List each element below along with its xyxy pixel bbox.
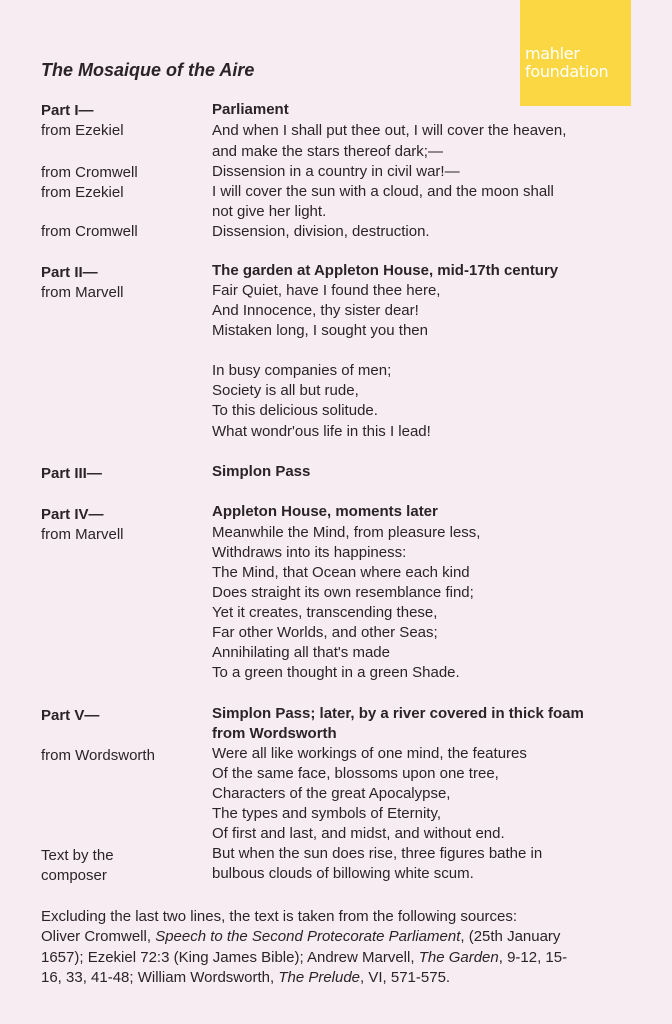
part-3-label: Part III— [41, 465, 102, 482]
part-2-source: from Marvell [41, 284, 124, 301]
part-5-line: bulbous clouds of billowing white scum. [212, 865, 474, 882]
part-5-line: Of first and last, and midst, and without end. [212, 825, 505, 842]
sources-note [41, 907, 666, 988]
part-1-line: I will cover the sun with a cloud, and the moon shall [212, 183, 554, 200]
part-5-composer-line-2: composer [41, 867, 107, 884]
part-4-line: Annihilating all that's made [212, 644, 390, 661]
part-4-line: To a green thought in a green Shade. [212, 664, 460, 681]
sources-line [41, 968, 666, 988]
part-2-heading: The garden at Appleton House, mid-17th century [212, 262, 559, 279]
part-1-heading: Parliament [212, 101, 289, 118]
part-2-line: Society is all but rude, [212, 382, 359, 399]
part-4-line: Yet it creates, transcending these, [212, 604, 438, 621]
sources-text: , 9-12, 15- [498, 948, 568, 966]
part-3-heading: Simplon Pass [212, 463, 311, 480]
part-1-line: Dissension in a country in civil war!— [212, 163, 460, 180]
part-2-line: In busy companies of men; [212, 362, 392, 379]
part-4-source: from Marvell [41, 526, 124, 543]
sources-text: , VI, 571-575. [360, 968, 451, 986]
part-2-line: What wondr'ous life in this I lead! [212, 423, 431, 440]
part-2-line: To this delicious solitude. [212, 402, 378, 419]
part-4-line: Does straight its own resemblance find; [212, 584, 474, 601]
sources-text: 1657); Ezekiel 72:3 (King James Bible); Andrew Marvell, [41, 948, 419, 966]
part-5-line: The types and symbols of Eternity, [212, 805, 441, 822]
work-title: The Prelude [278, 968, 361, 986]
part-1-line: And when I shall put thee out, I will cover the heaven, [212, 122, 567, 139]
part-5-heading-cont: from Wordsworth [212, 725, 337, 742]
part-5-line: But when the sun does rise, three figures bathe in [212, 845, 543, 862]
part-4-label: Part IV— [41, 506, 104, 523]
mahler-foundation-logo [520, 0, 631, 106]
part-2-label: Part II— [41, 264, 98, 281]
part-2-line: Fair Quiet, have I found thee here, [212, 282, 441, 299]
part-5-composer-line-1: Text by the [41, 847, 114, 864]
work-title: The Garden [418, 948, 499, 966]
part-4-heading: Appleton House, moments later [212, 503, 438, 520]
part-5-label: Part V— [41, 707, 100, 724]
sources-text: , (25th January [460, 928, 561, 946]
part-5-line: Were all like workings of one mind, the features [212, 745, 527, 762]
sources-line [41, 927, 666, 947]
sources-text: Oliver Cromwell, [41, 928, 156, 946]
part-1-source-ezekiel-2: from Ezekiel [41, 184, 124, 201]
part-2-line: And Innocence, thy sister dear! [212, 302, 419, 319]
part-5-heading: Simplon Pass; later, by a river covered in thick foam [212, 705, 584, 722]
sources-line [41, 907, 666, 927]
sources-line [41, 948, 666, 968]
part-5-source: from Wordsworth [41, 747, 155, 764]
logo-line-2: foundation [525, 62, 609, 81]
sources-text: Excluding the last two lines, the text is taken from the following sources: [41, 908, 518, 925]
part-4-line: Withdraws into its happiness: [212, 544, 407, 561]
sources-text: 16, 33, 41-48; William Wordsworth, [41, 968, 279, 986]
part-1-source-cromwell: from Cromwell [41, 164, 138, 181]
part-1-source-cromwell-2: from Cromwell [41, 223, 138, 240]
part-1-label: Part I— [41, 102, 94, 119]
logo-line-1: mahler [525, 44, 580, 63]
part-4-line: The Mind, that Ocean where each kind [212, 564, 470, 581]
part-1-line: Dissension, division, destruction. [212, 223, 430, 240]
part-5-line: Characters of the great Apocalypse, [212, 785, 451, 802]
part-4-line: Meanwhile the Mind, from pleasure less, [212, 524, 481, 541]
part-1-source-ezekiel: from Ezekiel [41, 122, 124, 139]
part-5-line: Of the same face, blossoms upon one tree, [212, 765, 499, 782]
part-2-line: Mistaken long, I sought you then [212, 322, 428, 339]
page-title: The Mosaique of the Aire [41, 60, 255, 80]
part-1-line: not give her light. [212, 203, 327, 220]
part-1-line: and make the stars thereof dark;— [212, 143, 443, 160]
part-4-line: Far other Worlds, and other Seas; [212, 624, 438, 641]
work-title: Speech to the Second Protecorate Parliament [155, 928, 461, 946]
